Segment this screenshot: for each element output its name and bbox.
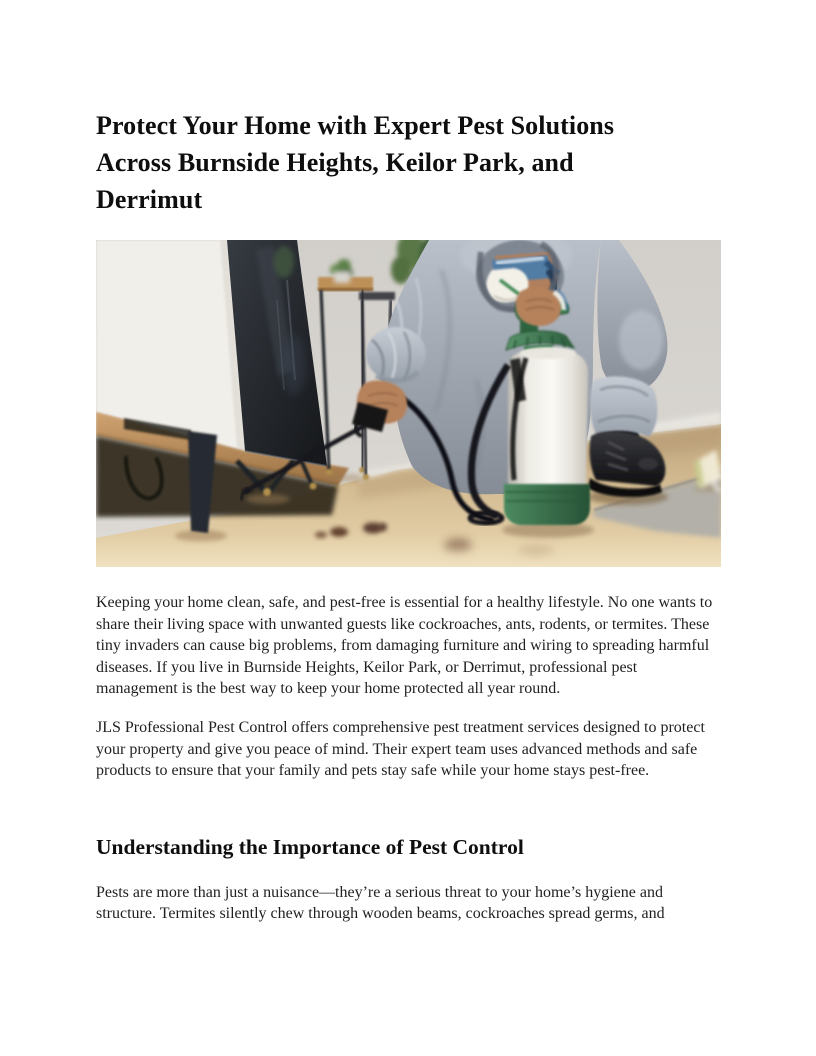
company-paragraph: JLS Professional Pest Control offers comprehensive pest treatment services designed to protect your property and give you peace of mind. Their expert team uses advanced methods and safe products to ensure that your family and pets stay safe while your home stays pest-free. <box>96 718 705 780</box>
page-title <box>96 107 721 218</box>
sleeve-cuff <box>366 327 426 381</box>
title-line-1: Protect Your Home with Expert Pest Solutions <box>96 111 615 140</box>
hero-image <box>96 240 721 567</box>
intro-paragraph: Keeping your home clean, safe, and pest-free is essential for a healthy lifestyle. No one wants to share their living space with unwanted guests like cockroaches, ants, rodents, or termites. These tiny invaders can cause big problems, from damaging furniture and wiring to spreading harmful diseases. If you live in Burnside Heights, Keilor Park, or Derrimut, professional pest management is the best way to keep your home protected all year round. <box>96 594 713 698</box>
section-paragraph: Pests are more than just a nuisance—they’re a serious threat to your home’s hygiene and structure. Termites silently chew through wooden beams, cockroaches spread germs, and <box>96 883 665 923</box>
title-line-3: Derrimut <box>96 185 203 214</box>
document-page <box>96 0 721 925</box>
foreground-blur <box>96 534 721 567</box>
title-line-2: Across Burnside Heights, Keilor Park, and <box>96 148 574 177</box>
section-heading: Understanding the Importance of Pest Control <box>96 834 524 859</box>
